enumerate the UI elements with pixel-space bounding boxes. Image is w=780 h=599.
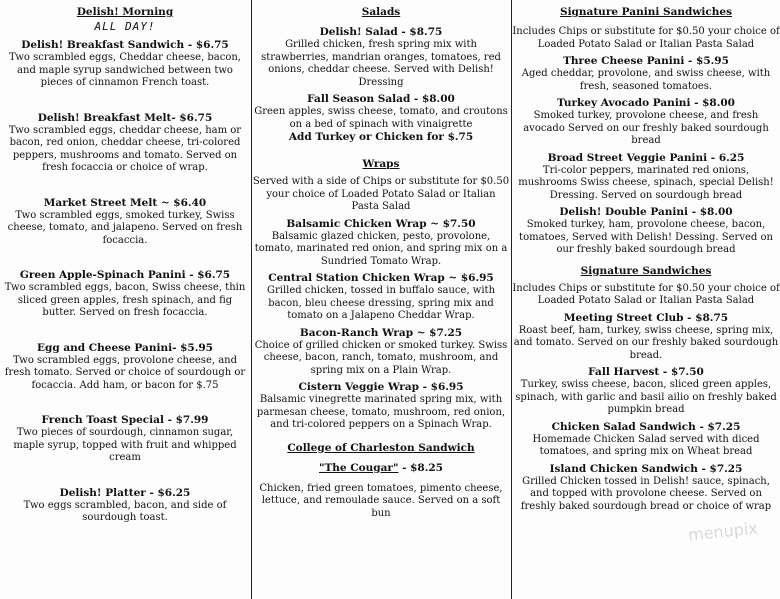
menu-item [512,97,780,148]
menu-item [252,26,510,89]
item-description: Chicken, fried green tomatoes, pimento cheese, lettuce, and remoulade sauce. Served on a soft bun [259,482,503,519]
item-name: Balsamic Chicken Wrap ~ $7.50 [286,217,476,230]
item-name: Three Cheese Panini - $5.95 [563,55,729,67]
menu-item [0,342,250,393]
item-name: Turkey Avocado Panini - $8.00 [557,97,735,109]
section-heading-morning: Delish! Morning [76,6,174,18]
item-name: Egg and Cheese Panini- $5.95 [37,341,213,354]
item-addon: Add Turkey or Chicken for $.75 [288,131,474,143]
item-description: Grilled chicken, fresh spring mix with strawberries, mandrian oranges, tomatoes, red onions, cheddar cheese. Served with Delish! Dressing [261,39,501,88]
item-name: Delish! Double Panini - $8.00 [559,206,733,218]
menu-item [252,272,510,323]
item-name: Green Apple-Spinach Panini - $6.75 [19,269,231,281]
item-name: Delish! Breakfast Sandwich - $6.75 [21,39,229,51]
signature-note: Includes Chips or substitute for $0.50 your choice of Loaded Potato Salad or Italian Pasta Salad [512,282,780,306]
section-heading-salads: Salads [361,6,401,18]
item-description: Smoked turkey, ham, provolone cheese, bacon, tomatoes, Served with Delish! Dessing. Served on our freshly baked sourdough bread [519,219,773,255]
item-description: Choice of grilled chicken or smoked turkey. Swiss cheese, bacon, ranch, tomato, mushroom, and spring mix on a Plain Wrap. [254,339,508,376]
item-description: Smoked turkey, provolone cheese, and fresh avocado Served on our freshly baked sourdough bread [523,110,769,146]
section-heading-college: College of Charleston Sandwich [287,441,475,454]
section-heading-panini: Signature Panini Sandwiches [559,6,733,18]
column-salads-wraps [252,4,510,599]
menu-item [252,381,510,432]
menu-item [252,218,510,269]
item-name: Meeting Street Club - $8.75 [563,311,729,324]
menu-item [512,366,780,417]
item-name: Island Chicken Sandwich - $7.25 [549,462,743,475]
menu-item [0,269,250,320]
item-description: Turkey, swiss cheese, bacon, sliced green apples, spinach, with garlic and basil ailio on freshly baked pumpkin bread [515,379,777,415]
cougar-name: "The Cougar" [319,461,399,474]
item-description: Tri-color peppers, marinated red onions, mushrooms Swiss cheese, spinach, special Delish! Dressing. Served on sourdough bread [518,164,774,201]
column-sandwiches [512,4,780,599]
item-name: Bacon-Ranch Wrap ~ $7.25 [299,326,463,339]
item-name: Delish! Salad - $8.75 [319,26,443,38]
item-name: Chicken Salad Sandwich - $7.25 [551,420,741,433]
menupix-watermark: menupix [687,518,759,545]
item-description: Homemade Chicken Salad served with diced tomatoes, and spring mix on Wheat bread [532,433,760,457]
item-name: Cistern Veggie Wrap - $6.95 [298,381,464,393]
item-description: Balsamic vinegrette marinated spring mix, with parmesan cheese, tomato, mushroom, red onion, and tri-colored peppers on a Spinach Wrap. [256,394,506,430]
section-heading-wraps: Wraps [362,158,400,170]
menu-item [512,421,780,459]
menu-item [0,39,250,90]
item-description: Green apples, swiss cheese, tomato, and croutons on a bed of spinach with vinaigrette [254,106,508,130]
item-description: Two scrambled eggs, bacon, Swiss cheese, thin sliced green apples, fresh spinach, and fig butter. Served on fresh focaccia. [4,282,246,318]
menu-item [512,152,780,203]
column-morning [0,4,250,599]
item-name: Fall Season Salad - $8.00 [307,93,455,105]
menu-item [512,55,780,93]
item-description: Aged cheddar, provolone, and swiss cheese, with fresh, seasoned tomatoes. [521,68,771,92]
item-description: Two pieces of sourdough, cinnamon sugar, maple syrup, topped with fruit and whipped cream [13,427,237,463]
section-heading-signature: Signature Sandwiches [580,264,712,277]
menu-item [252,327,510,378]
item-name: Broad Street Veggie Panini - 6.25 [547,151,745,164]
item-name: French Toast Special - $7.99 [41,414,209,426]
item-description: Roast beef, ham, turkey, swiss cheese, spring mix, and tomato. Served on our freshly baked sourdough bread. [513,324,779,361]
all-day-handwritten-note: ALL DAY! [94,20,156,33]
item-name: Fall Harvest - $7.50 [588,366,704,378]
wraps-note: Served with a side of Chips or substitute for $0.50 your choice of Loaded Potato Salad or Italian Pasta Salad [252,176,510,212]
item-description: Two scrambled eggs, Cheddar cheese, bacon, and maple syrup sandwiched between two pieces of cinnamon French toast. [9,52,241,88]
menu-item [0,414,250,465]
item-description: Grilled Chicken tossed in Delish! sauce, spinach, and topped with provolone cheese. Served on freshly baked sourdough bread or choice of wrap [520,475,772,512]
item-description: Two scrambled eggs, provolone cheese, and fresh tomato. Served or choice of sourdough or focaccia. Add ham, or bacon for $.75 [4,354,246,391]
menu-item [0,112,250,175]
item-description: Two scrambled eggs, smoked turkey, Swiss cheese, tomato, and jalapeno. Served on fresh focaccia. [7,209,243,246]
item-name: Central Station Chicken Wrap ~ $6.95 [268,272,494,284]
item-name [252,462,510,475]
cougar-price: - $8.25 [398,461,443,474]
menu-item [512,463,780,514]
item-name: Delish! Breakfast Melt- $6.75 [37,111,213,124]
item-description: Two scrambled eggs, cheddar cheese, ham or bacon, red onion, cheddar cheese, tri-colored peppers, mushrooms and tomato. Served on fresh focaccia or choice of wrap. [8,124,242,173]
item-name: Delish! Platter - $6.25 [59,486,191,499]
menu-item [252,93,510,144]
menu-item [512,312,780,363]
menu-item [0,487,250,525]
item-description: Grilled chicken, tossed in buffalo sauce, with bacon, bleu cheese dressing, spring mix and tomato on a Jalapeno Cheddar Wrap. [266,285,496,321]
panini-note: Includes Chips or substitute for $0.50 your choice of Loaded Potato Salad or Italian Pasta Salad [512,26,780,50]
item-description: Two eggs scrambled, bacon, and side of sourdough toast. [23,499,227,523]
item-description: Balsamic glazed chicken, pesto, provolone, tomato, marinated red onion, and spring mix on a Sundried Tomato Wrap. [254,230,508,267]
item-name: Market Street Melt ~ $6.40 [43,196,207,209]
menu-item [512,206,780,257]
menu-item [0,197,250,248]
